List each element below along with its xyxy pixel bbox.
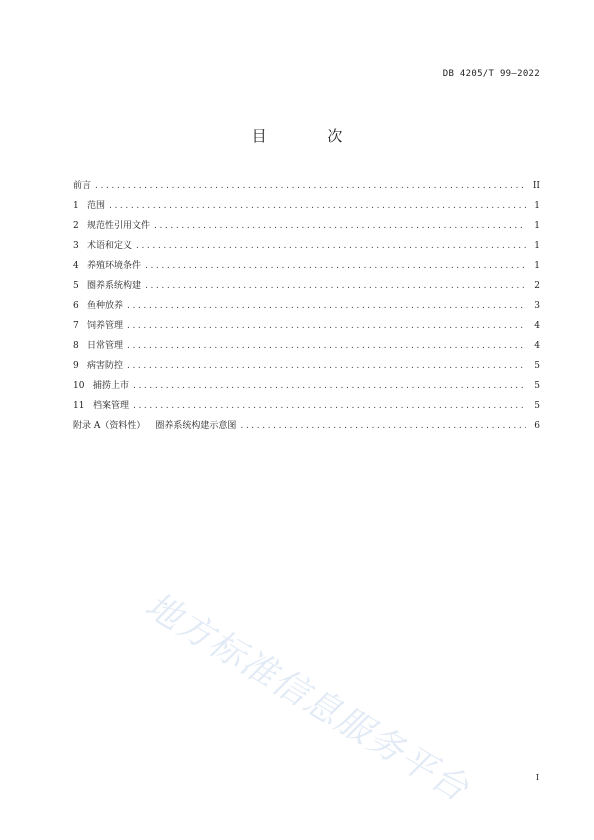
toc-entry-5[interactable] bbox=[73, 278, 540, 298]
toc-entry-9[interactable] bbox=[73, 358, 540, 378]
toc-entry-page: 5 bbox=[534, 381, 540, 391]
toc-entry-2[interactable] bbox=[73, 218, 540, 238]
toc-leader-dots bbox=[133, 401, 526, 411]
toc-entry-number: 3 bbox=[73, 241, 79, 251]
toc-entry-number: 8 bbox=[73, 341, 79, 351]
toc-entry-11[interactable] bbox=[73, 398, 540, 418]
toc-title: 目 次 bbox=[251, 127, 371, 145]
toc-entry-label: 捕捞上市 bbox=[93, 381, 130, 391]
toc-entry-7[interactable] bbox=[73, 318, 540, 338]
toc-entry-label: 鱼种放养 bbox=[87, 301, 124, 311]
toc-entry-label: 前言 bbox=[73, 181, 92, 191]
toc-entry-number: 9 bbox=[73, 361, 79, 371]
watermark: 地方标准信息服务平台 bbox=[138, 585, 476, 811]
toc-entry-3[interactable] bbox=[73, 238, 540, 258]
toc-entry-appendix-a[interactable] bbox=[73, 418, 540, 438]
toc-entry-label: 档案管理 bbox=[93, 401, 130, 411]
toc-leader-dots bbox=[133, 381, 526, 391]
toc-entry-page: 2 bbox=[534, 281, 540, 291]
toc-entry-label: 圈养系统构建示意图 bbox=[155, 421, 237, 431]
toc-leader-dots bbox=[109, 201, 526, 211]
toc-entry-page: 5 bbox=[534, 361, 540, 371]
toc-entry-page: 5 bbox=[534, 401, 540, 411]
toc-entry-number: 2 bbox=[73, 221, 79, 231]
toc-entry-page: 4 bbox=[534, 341, 540, 351]
toc-entry-number: 4 bbox=[73, 261, 79, 271]
toc-entry-page: 1 bbox=[534, 221, 540, 231]
toc-leader-dots bbox=[127, 321, 526, 331]
toc-entry-page: 1 bbox=[534, 201, 540, 211]
toc-entry-number: 11 bbox=[73, 401, 85, 411]
toc-leader-dots bbox=[127, 361, 526, 371]
toc-entry-label: 病害防控 bbox=[87, 361, 124, 371]
toc-entry-label: 术语和定义 bbox=[87, 241, 133, 251]
toc-leader-dots bbox=[154, 221, 526, 231]
toc-entry-10[interactable] bbox=[73, 378, 540, 398]
toc-entry-label: 圈养系统构建 bbox=[87, 281, 142, 291]
toc-entry-label: 日常管理 bbox=[87, 341, 124, 351]
toc-entry-page: 1 bbox=[534, 241, 540, 251]
toc-entry-number: 附录 A（资料性） bbox=[73, 421, 146, 431]
toc-entry-4[interactable] bbox=[73, 258, 540, 278]
toc-entry-label: 养殖环境条件 bbox=[87, 261, 142, 271]
toc-leader-dots bbox=[145, 281, 526, 291]
toc-entry-page: 3 bbox=[534, 301, 540, 311]
toc-entry-page: 6 bbox=[534, 421, 540, 431]
document-code: DB 4205/T 99—2022 bbox=[442, 69, 540, 79]
toc-entry-label: 范围 bbox=[87, 201, 106, 211]
toc-entry-foreword[interactable] bbox=[73, 178, 540, 198]
toc-entry-page: II bbox=[532, 181, 540, 191]
page-number: I bbox=[535, 773, 539, 782]
toc-entry-page: 4 bbox=[534, 321, 540, 331]
toc-entry-number: 5 bbox=[73, 281, 79, 291]
toc-entry-page: 1 bbox=[534, 261, 540, 271]
toc-entry-number: 1 bbox=[73, 201, 79, 211]
toc-entry-6[interactable] bbox=[73, 298, 540, 318]
toc-entry-label: 规范性引用文件 bbox=[87, 221, 151, 231]
toc-leader-dots bbox=[136, 241, 526, 251]
toc-entry-number: 7 bbox=[73, 321, 79, 331]
toc-leader-dots bbox=[145, 261, 526, 271]
toc-leader-dots bbox=[127, 301, 526, 311]
toc-leader-dots bbox=[127, 341, 526, 351]
toc-entry-1[interactable] bbox=[73, 198, 540, 218]
toc-entry-number: 10 bbox=[73, 381, 85, 391]
toc-entry-8[interactable] bbox=[73, 338, 540, 358]
toc-entry-label: 饲养管理 bbox=[87, 321, 124, 331]
table-of-contents bbox=[73, 178, 540, 438]
toc-leader-dots bbox=[95, 181, 526, 191]
toc-entry-number: 6 bbox=[73, 301, 79, 311]
toc-leader-dots bbox=[240, 421, 526, 431]
